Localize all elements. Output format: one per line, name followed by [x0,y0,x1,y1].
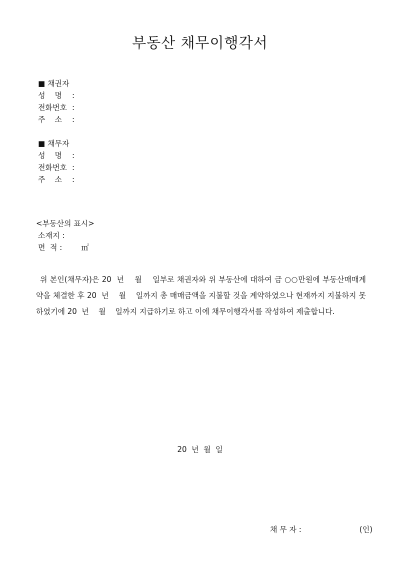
creditor-phone-colon: : [72,103,75,112]
property-heading: <부동산의 표시> [36,219,95,228]
seal-mark: (인) [359,525,373,534]
signature-label: 채 무 자 : [270,525,302,534]
debtor-name-colon: : [72,151,75,160]
debtor-heading: ■ 채무자 [38,139,70,148]
creditor-address-colon: : [72,115,75,124]
creditor-phone-label: 전화번호 [38,103,67,112]
creditor-name-field [38,90,78,101]
debtor-name-field [38,150,78,161]
debtor-name-label: 성 명 [38,151,63,160]
commitment-paragraph: 위 본인(채무자)은 20 년 월 일부로 채권자와 위 부동산에 대하여 금 ○○만원에 부동산매매계약을 체결한 후 20 년 월 일까지 총 매매금액을 지불할 것을 계약하였으나 현재까지 지불하지 못하였기에 20 년 월 일까지 지급하기로 하고 이에 채무이행각서를 작성하여 제출합니다. [36,275,366,316]
creditor-heading: ■ 채권자 [38,79,70,88]
creditor-address-field [38,114,78,125]
debtor-phone-field [38,162,78,173]
creditor-address-label: 주 소 [38,115,63,124]
debtor-address-label: 주 소 [38,175,63,184]
creditor-name-colon: : [72,91,75,100]
property-location: 소재지 : [38,231,65,240]
creditor-name-label: 성 명 [38,91,63,100]
property-area: 면 적 : ㎡ [38,243,89,252]
debtor-address-colon: : [72,175,75,184]
debtor-phone-label: 전화번호 [38,163,67,172]
signature-line [270,524,373,535]
document-date: 20 년 월 일 [177,445,223,454]
debtor-phone-colon: : [72,163,75,172]
document-title: 부동산 채무이행각서 [132,36,268,52]
creditor-phone-field [38,102,78,113]
debtor-address-field [38,174,78,185]
